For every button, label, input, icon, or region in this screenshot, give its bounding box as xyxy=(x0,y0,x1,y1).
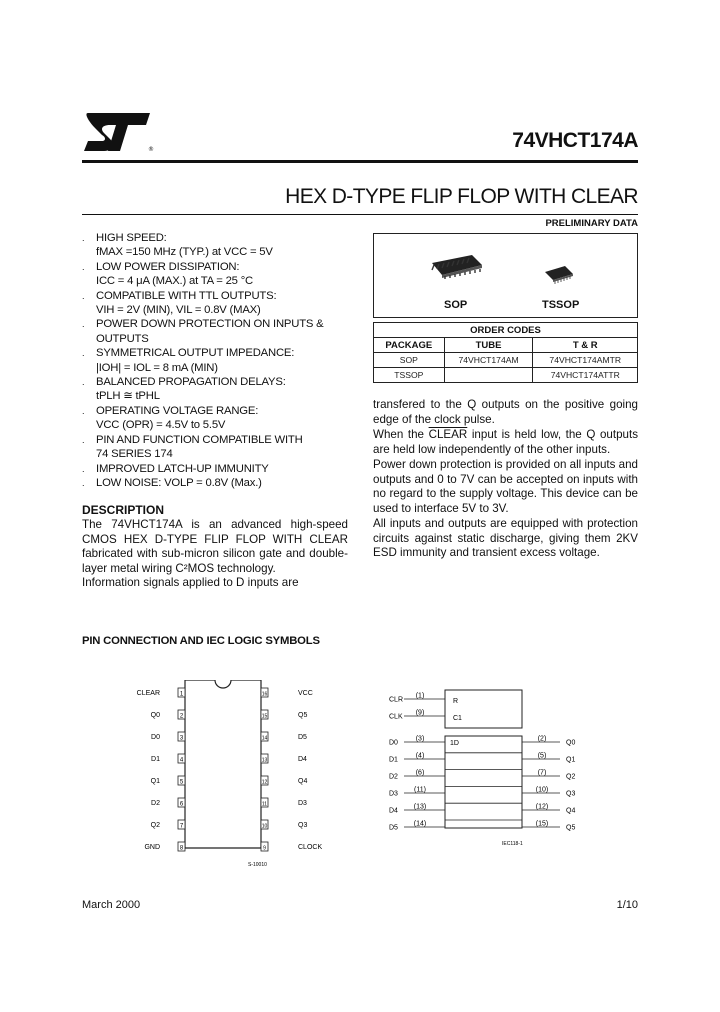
pin-label: D3 xyxy=(298,800,307,807)
title-rule xyxy=(82,214,638,215)
pin-label: VCC xyxy=(298,690,313,697)
pin-label: Q3 xyxy=(298,822,308,829)
pin-label: Q2 xyxy=(150,822,160,829)
order-codes-title: ORDER CODES xyxy=(374,323,638,338)
output-pin-number: (5) xyxy=(537,752,547,760)
description-heading: DESCRIPTION xyxy=(82,503,165,517)
logic-control-block xyxy=(445,690,522,728)
feature-heading: COMPATIBLE WITH TTL OUTPUTS: xyxy=(96,289,277,302)
bullet-icon: . xyxy=(82,290,85,301)
pin-number: 10 xyxy=(261,823,268,830)
input-pin-number: (11) xyxy=(414,786,426,794)
table-row xyxy=(374,353,638,368)
feature-detail: VIH = 2V (MIN), VIL = 0.8V (MAX) xyxy=(96,304,261,317)
feature-detail: OUTPUTS xyxy=(96,332,149,345)
description-paragraph-continued: Information signals applied to D inputs are xyxy=(82,576,299,589)
document-title: HEX D-TYPE FLIP FLOP WITH CLEAR xyxy=(285,185,638,208)
pin-number: 11 xyxy=(261,801,268,808)
pin-number: 5 xyxy=(179,779,184,786)
feature-detail: fMAX =150 MHz (TYP.) at VCC = 5V xyxy=(96,246,273,259)
input-label: CLR xyxy=(389,696,404,704)
clear-signal: CLEAR xyxy=(428,428,468,441)
bullet-icon: . xyxy=(82,319,85,330)
feature-item xyxy=(82,289,352,303)
output-label: Q0 xyxy=(566,739,576,747)
feature-detail: 74 SERIES 174 xyxy=(96,448,173,461)
preliminary-label: PRELIMINARY DATA xyxy=(545,218,638,229)
feature-heading: IMPROVED LATCH-UP IMMUNITY xyxy=(96,462,269,475)
bullet-icon: . xyxy=(82,463,85,474)
input-pin-number: (6) xyxy=(415,769,425,777)
pin-label: Q1 xyxy=(150,778,160,785)
feature-item xyxy=(82,346,352,360)
pin-number: 15 xyxy=(261,713,268,720)
logic-data-block xyxy=(445,736,522,828)
feature-item xyxy=(82,433,352,447)
pin-number: 12 xyxy=(261,779,268,786)
pin-label: D2 xyxy=(151,800,160,807)
pin-number: 4 xyxy=(179,757,184,764)
input-label: CLK xyxy=(389,713,403,721)
text-paragraph: transfered to the Q outputs on the positive going edge of the clock pulse. xyxy=(373,398,638,426)
feature-heading: BALANCED PROPAGATION DELAYS: xyxy=(96,376,286,389)
order-codes-table xyxy=(373,322,638,383)
bullet-icon: . xyxy=(82,434,85,445)
ic-package-outline xyxy=(185,680,261,848)
pin-label: CLOCK xyxy=(298,844,323,851)
output-label: Q5 xyxy=(566,824,576,832)
feature-detail: tPLH ≅ tPHL xyxy=(96,390,160,403)
pin-section-heading: PIN CONNECTION AND IEC LOGIC SYMBOLS xyxy=(82,635,320,647)
text-span: When the xyxy=(373,428,429,441)
pin-number: 7 xyxy=(179,823,184,830)
features-list xyxy=(82,231,352,490)
table-cell: SOP xyxy=(374,353,445,368)
feature-heading: LOW POWER DISSIPATION: xyxy=(96,260,240,273)
description-paragraph: The 74VHCT174A is an advanced high-speed CMOS HEX D-TYPE FLIP FLOP WITH CLEAR fabricated with sub-micron silicon gate and double-layer metal wiring C²MOS technology. xyxy=(82,518,348,575)
pin-number: 3 xyxy=(179,735,184,742)
svg-text:®: ® xyxy=(148,146,154,153)
pin-label: D1 xyxy=(151,756,160,763)
tssop-label: TSSOP xyxy=(542,299,580,311)
output-pin-number: (7) xyxy=(537,769,547,777)
bullet-icon: . xyxy=(82,348,85,359)
input-label: D3 xyxy=(389,790,398,798)
sop-label: SOP xyxy=(444,299,468,311)
pin-number: 16 xyxy=(261,691,268,698)
pin-connection-diagram xyxy=(130,680,350,870)
pin-label: D0 xyxy=(151,734,160,741)
bullet-icon: . xyxy=(82,261,85,272)
output-pin-number: (10) xyxy=(535,786,549,794)
feature-detail: VCC (OPR) = 4.5V to 5.5V xyxy=(96,419,226,432)
text-paragraph: All inputs and outputs are equipped with protection circuits against static discharge, giving them 2KV ESD immunity and transient excess voltage. xyxy=(373,517,638,559)
sop-package-image xyxy=(428,253,484,279)
input-label: D2 xyxy=(389,773,398,781)
pin-label: D4 xyxy=(298,756,307,763)
table-cell: 74VHCT174ATTR xyxy=(533,368,638,383)
table-cell: 74VHCT174AMTR xyxy=(533,353,638,368)
bullet-icon: . xyxy=(82,233,85,243)
feature-detail: |IOH| = IOL = 8 mA (MIN) xyxy=(96,361,218,374)
logic-box-label: 1D xyxy=(450,740,459,747)
output-label: Q3 xyxy=(566,790,576,798)
description-continuation xyxy=(373,398,638,562)
feature-item xyxy=(82,317,352,331)
feature-heading: POWER DOWN PROTECTION ON INPUTS & xyxy=(96,318,324,331)
pin-number: 2 xyxy=(179,713,184,720)
input-label: D4 xyxy=(389,807,398,815)
logic-box-label: R xyxy=(453,698,459,705)
feature-heading: OPERATING VOLTAGE RANGE: xyxy=(96,404,259,417)
package-images-box xyxy=(373,233,638,318)
st-logo xyxy=(80,105,160,157)
text-paragraph xyxy=(373,428,638,457)
input-pin-number: (14) xyxy=(413,820,427,828)
output-label: Q2 xyxy=(566,773,576,781)
output-label: Q1 xyxy=(566,756,576,764)
input-label: D1 xyxy=(389,756,398,764)
input-pin-number: (1) xyxy=(415,692,425,700)
pin-label: Q4 xyxy=(298,778,308,785)
output-label: Q4 xyxy=(566,807,576,815)
pin-number: 1 xyxy=(179,691,184,698)
pin-number: 9 xyxy=(263,845,266,852)
feature-heading: HIGH SPEED: xyxy=(96,232,167,244)
table-cell xyxy=(444,368,533,383)
feature-item xyxy=(82,231,352,245)
bullet-icon: . xyxy=(82,405,85,416)
output-pin-number: (15) xyxy=(535,820,549,828)
output-pin-number: (12) xyxy=(535,803,549,811)
pin-number: 8 xyxy=(179,845,184,852)
pin-label: Q5 xyxy=(298,712,308,719)
iec-logic-symbol xyxy=(380,680,590,850)
feature-heading: LOW NOISE: VOLP = 0.8V (Max.) xyxy=(96,476,262,489)
diagram-caption: IEC118-1 xyxy=(502,841,523,847)
page-number: 1/10 xyxy=(616,899,638,911)
feature-item xyxy=(82,476,352,490)
input-pin-number: (4) xyxy=(415,752,425,760)
feature-detail: ICC = 4 μA (MAX.) at TA = 25 °C xyxy=(96,275,253,288)
logic-box-label: C1 xyxy=(453,715,462,722)
pin-number: 13 xyxy=(261,757,268,764)
input-pin-number: (9) xyxy=(415,709,425,717)
bullet-icon: . xyxy=(82,477,85,488)
feature-item xyxy=(82,404,352,418)
column-header: TUBE xyxy=(444,338,533,353)
column-header: PACKAGE xyxy=(374,338,445,353)
pin-number: 14 xyxy=(261,735,268,742)
bullet-icon: . xyxy=(82,377,85,388)
feature-item xyxy=(82,462,352,476)
input-label: D0 xyxy=(389,739,398,747)
input-pin-number: (13) xyxy=(413,803,427,811)
column-header: T & R xyxy=(533,338,638,353)
header-rule xyxy=(82,160,638,163)
pin-label: CLEAR xyxy=(136,690,160,697)
pin-label: GND xyxy=(144,844,160,851)
table-cell: TSSOP xyxy=(374,368,445,383)
feature-item xyxy=(82,375,352,389)
diagram-caption: S-10010 xyxy=(248,862,267,868)
text-span: input is held low, the Q outputs are held low independently of the other inputs. xyxy=(373,428,638,456)
input-label: D5 xyxy=(389,824,398,832)
table-row xyxy=(374,368,638,383)
tssop-package-image xyxy=(543,264,575,284)
input-pin-number: (3) xyxy=(415,735,425,743)
pin-label: Q0 xyxy=(150,712,160,719)
feature-heading: SYMMETRICAL OUTPUT IMPEDANCE: xyxy=(96,347,295,360)
part-number: 74VHCT174A xyxy=(512,129,638,152)
footer-date: March 2000 xyxy=(82,899,141,911)
pin-label: D5 xyxy=(298,734,307,741)
pin-number: 6 xyxy=(179,801,184,808)
feature-heading: PIN AND FUNCTION COMPATIBLE WITH xyxy=(96,433,303,446)
table-cell: 74VHCT174AM xyxy=(444,353,533,368)
output-pin-number: (2) xyxy=(537,735,547,743)
text-paragraph: Power down protection is provided on all inputs and outputs and 0 to 7V can be accepted on inputs with no regard to the supply voltage. This device can be used to interface 5V to 3V. xyxy=(373,458,638,515)
feature-item xyxy=(82,260,352,274)
